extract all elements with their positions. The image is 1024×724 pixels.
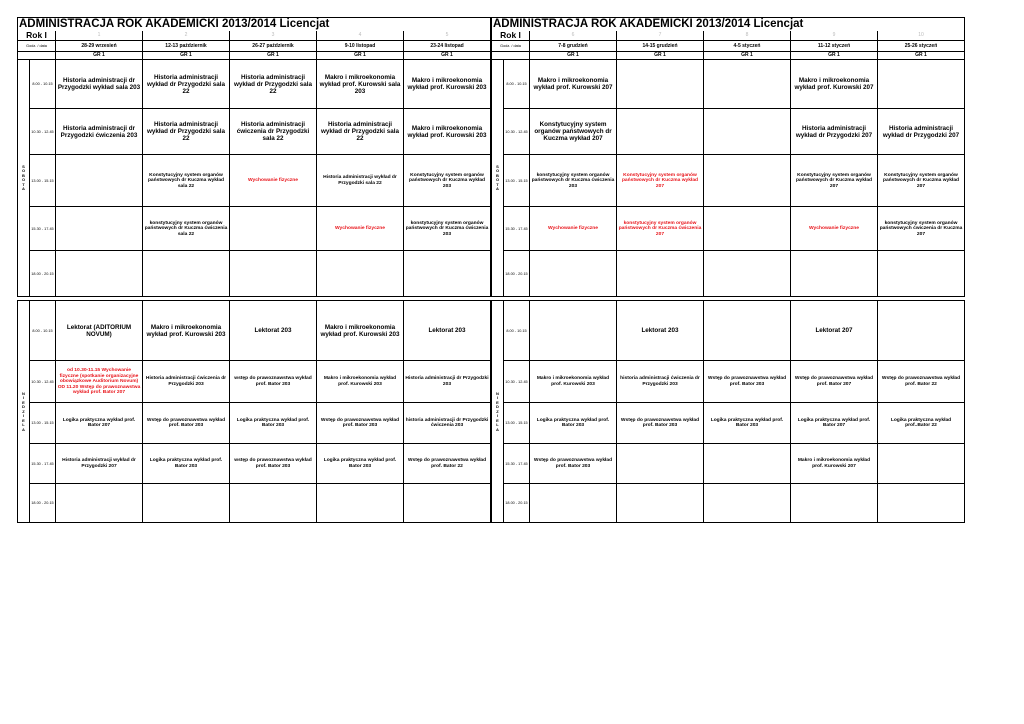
sunday-row — [492, 444, 965, 484]
right-schedule — [491, 17, 965, 523]
rok-row — [492, 31, 965, 41]
class-entry: Historia administracji wykład dr Przygodzki sala 22 — [317, 109, 404, 155]
class-entry: Logika praktyczna wykład prof. Bator 203 — [230, 403, 317, 444]
date-header: 7-8 grudzień — [530, 41, 617, 52]
empty-slot — [878, 444, 965, 484]
group-row — [492, 52, 965, 60]
date-header: 23-24 listopad — [404, 41, 491, 52]
empty-slot — [704, 109, 791, 155]
date-header: 28-29 wrzesień — [56, 41, 143, 52]
class-entry: Wstęp do prawoznawstwa wykład prof. Bator 22 — [404, 444, 491, 484]
time-slot: 18.00 - 20.15 — [30, 484, 56, 523]
time-slot: 10.30 - 12.45 — [504, 361, 530, 403]
class-entry: Historia administracji ćwiczenia dr Przygodzki 203 — [143, 361, 230, 403]
group-corner — [18, 52, 56, 60]
class-entry: Logika praktyczna wykład prof. Bator 203 — [704, 403, 791, 444]
saturday-row — [492, 60, 965, 109]
date-header: 9-10 listopad — [317, 41, 404, 52]
saturday-row — [492, 155, 965, 207]
class-entry: historia administracji ćwiczenia dr Przygodzki 203 — [617, 361, 704, 403]
saturday-row — [18, 60, 491, 109]
class-entry: od 10.30-11.15 Wychowanie fizyczne (spotkanie organizacyjne obowiązkowe Auditorium Novum) OD 11.20 Wstęp do prawoznawstwa wykład prof. Bator 207 — [56, 361, 143, 403]
class-entry: konstytucyjny system organów państwowych dr Kuczma ćwiczenia 207 — [617, 207, 704, 251]
group-header: GR 1 — [704, 52, 791, 60]
class-entry: Lektorat 203 — [404, 301, 491, 361]
class-entry: Wstęp do prawoznawstwa wykład prof. Bator 22 — [878, 361, 965, 403]
class-entry: Wstęp do prawoznawstwa wykład prof. Bator 203 — [530, 444, 617, 484]
time-slot: 10.30 - 12.45 — [30, 361, 56, 403]
class-entry: Makro i mikroekonomia wykład prof. Kurowski 203 — [404, 60, 491, 109]
class-entry: Wychowanie fizyczne — [317, 207, 404, 251]
time-slot: 15.30 - 17.45 — [30, 444, 56, 484]
left-schedule — [17, 17, 491, 523]
class-entry: Logika praktyczna wykład prof. Bator 203 — [143, 444, 230, 484]
time-slot: 18.00 - 20.15 — [30, 251, 56, 297]
rok-label: Rok I — [18, 31, 56, 41]
rok-label: Rok I — [492, 31, 530, 41]
class-entry: Logika praktyczna wykład prof..Bator 22 — [878, 403, 965, 444]
time-slot: 15.30 - 17.45 — [504, 207, 530, 251]
empty-slot — [704, 60, 791, 109]
group-corner — [492, 52, 530, 60]
empty-slot — [230, 251, 317, 297]
date-header: 25-26 styczeń — [878, 41, 965, 52]
class-entry: Historia administracji dr Przygodzki 203 — [404, 361, 491, 403]
class-entry: Wychowanie fizyczne — [791, 207, 878, 251]
class-entry: Wstęp do prawoznawstwa wykład prof. Bator 203 — [617, 403, 704, 444]
class-entry: Konstytucyjny system organów państwowych dr Kuczma wykład 207 — [791, 155, 878, 207]
class-entry: Makro i mikroekonomia wykład prof. Kurowski 203 — [143, 301, 230, 361]
sunday-row — [18, 361, 491, 403]
class-entry: Lektorat 207 — [791, 301, 878, 361]
class-entry: konstytucyjny system organów państwowych ćwiczenia dr Kuczma 207 — [878, 207, 965, 251]
group-header: GR 1 — [617, 52, 704, 60]
empty-slot — [791, 251, 878, 297]
title-row — [492, 18, 965, 31]
godz-data-label: Godz. / data — [18, 41, 56, 52]
time-slot: 8.00 - 10.15 — [504, 60, 530, 109]
empty-slot — [143, 484, 230, 523]
class-entry: Makro i mikroekonomia wykład prof. Kurowski 203 — [404, 109, 491, 155]
column-number: 9 — [791, 31, 878, 41]
time-slot: 10.30 - 12.45 — [504, 109, 530, 155]
class-entry: Lektorat (ADITORIUM NOVUM) — [56, 301, 143, 361]
class-entry: Wstęp do prawoznawstwa wykład prof. Bator 203 — [317, 403, 404, 444]
class-entry: konstytucyjny system organów państwowych dr Kuczma ćwiczenia sala 22 — [143, 207, 230, 251]
empty-slot — [56, 251, 143, 297]
group-header: GR 1 — [230, 52, 317, 60]
saturday-row — [492, 251, 965, 297]
class-entry: Makro i mikroekonomia wykład prof. Kurowski sala 203 — [317, 60, 404, 109]
empty-slot — [404, 251, 491, 297]
title-row — [18, 18, 491, 31]
time-slot: 18.00 - 20.15 — [504, 251, 530, 297]
sunday-row — [492, 403, 965, 444]
group-header: GR 1 — [143, 52, 230, 60]
empty-slot — [530, 301, 617, 361]
empty-slot — [143, 251, 230, 297]
column-number: 6 — [530, 31, 617, 41]
class-entry: Historia administracji wykład dr Przygodzki sala 22 — [317, 155, 404, 207]
empty-slot — [878, 301, 965, 361]
saturday-row — [492, 109, 965, 155]
column-number: 1 — [56, 31, 143, 41]
group-header: GR 1 — [791, 52, 878, 60]
column-number: 8 — [704, 31, 791, 41]
group-header: GR 1 — [878, 52, 965, 60]
empty-slot — [56, 484, 143, 523]
class-entry: Konstytucyjny system organów państwowych dr Kuczma wykład 207 — [530, 109, 617, 155]
time-slot: 10.30 - 12.45 — [30, 109, 56, 155]
class-entry: Historia administracji wykład dr Przygodzki 207 — [791, 109, 878, 155]
sunday-day-label: N I E D Z I E L A — [492, 301, 504, 523]
saturday-day-label: S O B O T A — [18, 60, 30, 297]
page-title: ADMINISTRACJA ROK AKADEMICKI 2013/2014 Licencjat — [492, 18, 965, 31]
page-title: ADMINISTRACJA ROK AKADEMICKI 2013/2014 Licencjat — [18, 18, 491, 31]
empty-slot — [56, 155, 143, 207]
sunday-day-label: N I E D Z I E L A — [18, 301, 30, 523]
column-number: 7 — [617, 31, 704, 41]
class-entry: Wstęp do prawoznawstwa wykład prof. Bator 203 — [143, 403, 230, 444]
class-entry: Wstęp do prawoznawstwa wykład prof. Bator 207 — [791, 361, 878, 403]
empty-slot — [230, 207, 317, 251]
class-entry: Wychowanie fizyczne — [230, 155, 317, 207]
schedule-table — [17, 17, 491, 523]
class-entry: Konstytucyjny system organów państwowych dr Kuczma wykład sala 22 — [143, 155, 230, 207]
class-entry: konstytucyjny system organów państwowych dr Kuczma ćwiczenia 203 — [404, 207, 491, 251]
time-slot: 13.00 - 15.15 — [504, 403, 530, 444]
class-entry: Makro i mikroekonomia wykład prof. Kurowski 207 — [791, 60, 878, 109]
saturday-row — [18, 109, 491, 155]
empty-slot — [617, 484, 704, 523]
class-entry: Lektorat 203 — [230, 301, 317, 361]
group-header: GR 1 — [404, 52, 491, 60]
date-header: 26-27 październik — [230, 41, 317, 52]
class-entry: Logika praktyczna wykład prof. Bator 203 — [530, 403, 617, 444]
empty-slot — [56, 207, 143, 251]
empty-slot — [530, 484, 617, 523]
empty-slot — [617, 444, 704, 484]
class-entry: Logika praktyczna wykład prof. Bator 203 — [317, 444, 404, 484]
sunday-row — [492, 484, 965, 523]
empty-slot — [617, 109, 704, 155]
date-row — [18, 41, 491, 52]
class-entry: historia administracji dr Przygodzki ćwiczenia 203 — [404, 403, 491, 444]
column-number: 2 — [143, 31, 230, 41]
class-entry: Historia administracji dr Przygodzki wykład sala 203 — [56, 60, 143, 109]
class-entry: Historia administracji wykład dr Przygodzki sala 22 — [143, 60, 230, 109]
time-slot: 13.00 - 15.15 — [30, 155, 56, 207]
class-entry: Makro i mikroekonomia wykład prof. Kurowski 203 — [317, 361, 404, 403]
class-entry: Konstytucyjny system organów państwowych dr Kuczma wykład 207 — [878, 155, 965, 207]
class-entry: Konstytucyjny system organów państwowych dr Kuczma wykład 207 — [617, 155, 704, 207]
class-entry: Historia administracji ćwiczenia dr Przygodzki sala 22 — [230, 109, 317, 155]
empty-slot — [230, 484, 317, 523]
group-header: GR 1 — [56, 52, 143, 60]
time-slot: 13.00 - 15.15 — [30, 403, 56, 444]
class-entry: Historia administracji dr Przygodzki ćwiczenia 203 — [56, 109, 143, 155]
empty-slot — [530, 251, 617, 297]
sunday-row — [492, 301, 965, 361]
date-header: 4-5 styczeń — [704, 41, 791, 52]
empty-slot — [317, 484, 404, 523]
time-slot: 8.00 - 10.15 — [30, 301, 56, 361]
godz-data-label: Godz. / data — [492, 41, 530, 52]
sunday-row — [18, 301, 491, 361]
schedule-table — [491, 17, 965, 523]
time-slot: 8.00 - 10.15 — [504, 301, 530, 361]
empty-slot — [878, 251, 965, 297]
class-entry: Logika praktyczna wykład prof. Bator 207 — [56, 403, 143, 444]
column-number: 5 — [404, 31, 491, 41]
time-slot: 8.00 - 10.15 — [30, 60, 56, 109]
date-header: 14-15 grudzień — [617, 41, 704, 52]
empty-slot — [317, 251, 404, 297]
empty-slot — [617, 60, 704, 109]
sunday-row — [18, 484, 491, 523]
empty-slot — [404, 484, 491, 523]
class-entry: Logika praktyczna wykład prof. Bator 207 — [791, 403, 878, 444]
class-entry: Historia administracji wykład dr Przygodzki 207 — [56, 444, 143, 484]
class-entry: wstęp do prawoznawstwa wykład prof. Bator 203 — [230, 361, 317, 403]
class-entry: Historia administracji wykład dr Przygodzki sala 22 — [230, 60, 317, 109]
saturday-row — [492, 207, 965, 251]
class-entry: Konstytucyjny system organów państwowych dr Kuczma wykład 203 — [404, 155, 491, 207]
empty-slot — [878, 484, 965, 523]
empty-slot — [704, 207, 791, 251]
class-entry: Makro i mikroekonomia wykład prof. Kurowski 203 — [317, 301, 404, 361]
date-row — [492, 41, 965, 52]
empty-slot — [704, 484, 791, 523]
empty-slot — [704, 155, 791, 207]
saturday-day-label: S O B O T A — [492, 60, 504, 297]
time-slot: 15.30 - 17.45 — [504, 444, 530, 484]
empty-slot — [617, 251, 704, 297]
empty-slot — [704, 444, 791, 484]
class-entry: Makro i mikroekonomia wykład prof. Kurowski 203 — [530, 361, 617, 403]
saturday-row — [18, 207, 491, 251]
sunday-row — [18, 403, 491, 444]
time-slot: 15.30 - 17.45 — [30, 207, 56, 251]
class-entry: Wychowanie fizyczne — [530, 207, 617, 251]
class-entry: Wstęp do prawoznawstwa wykład prof. Bator 203 — [704, 361, 791, 403]
sunday-row — [18, 444, 491, 484]
column-number: 10 — [878, 31, 965, 41]
class-entry: wstęp do prawoznawstwa wykład prof. Bator 203 — [230, 444, 317, 484]
date-header: 11-12 styczeń — [791, 41, 878, 52]
sunday-row — [492, 361, 965, 403]
empty-slot — [878, 60, 965, 109]
empty-slot — [704, 301, 791, 361]
saturday-row — [18, 251, 491, 297]
saturday-row — [18, 155, 491, 207]
class-entry: konstytucyjny system organów państwowych dr Kuczma ćwiczenia 203 — [530, 155, 617, 207]
class-entry: Lektorat 203 — [617, 301, 704, 361]
class-entry: Historia administracji wykład dr Przygodzki sala 22 — [143, 109, 230, 155]
empty-slot — [791, 484, 878, 523]
time-slot: 13.00 - 15.15 — [504, 155, 530, 207]
column-number: 3 — [230, 31, 317, 41]
class-entry: Makro i mikroekonomia wykład prof. Kurowski 207 — [791, 444, 878, 484]
column-number: 4 — [317, 31, 404, 41]
time-slot: 18.00 - 20.15 — [504, 484, 530, 523]
date-header: 12-13 październik — [143, 41, 230, 52]
group-header: GR 1 — [530, 52, 617, 60]
class-entry: Historia administracji wykład dr Przygodzki 207 — [878, 109, 965, 155]
rok-row — [18, 31, 491, 41]
class-entry: Makro i mikroekonomia wykład prof. Kurowski 207 — [530, 60, 617, 109]
empty-slot — [704, 251, 791, 297]
group-row — [18, 52, 491, 60]
group-header: GR 1 — [317, 52, 404, 60]
